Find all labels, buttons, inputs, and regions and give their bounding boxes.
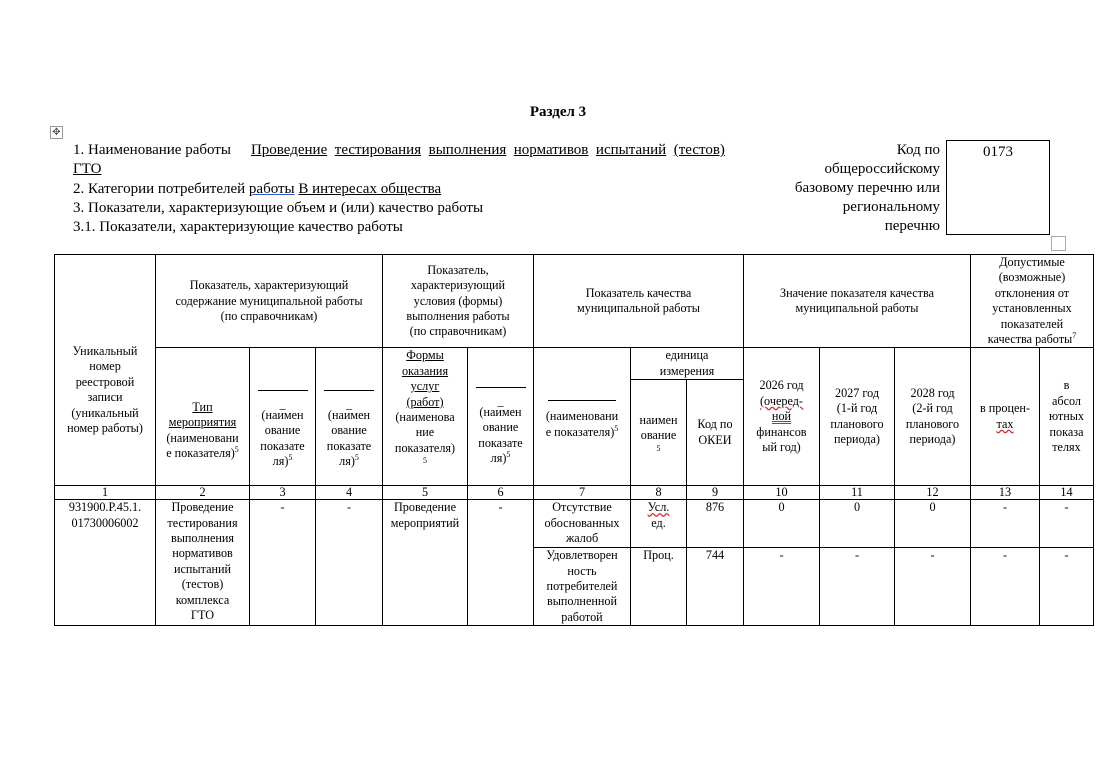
header-col9 xyxy=(687,380,744,486)
header-line: Показатель качества xyxy=(585,285,692,300)
header-line: (наименова xyxy=(395,410,455,425)
header-line: реестровой xyxy=(75,374,135,389)
header-row-1 xyxy=(55,255,1094,348)
header-line: номер xyxy=(89,359,121,374)
header-line: 2027 год xyxy=(834,386,880,401)
work-name-line xyxy=(73,141,773,160)
cell-indicator xyxy=(534,500,631,548)
cell-line: ед. xyxy=(651,515,666,530)
header-text: е показателя) xyxy=(545,424,615,439)
header-line: показате xyxy=(478,435,523,450)
header-deviation-group xyxy=(971,255,1094,348)
header-line: (наимен xyxy=(261,407,304,422)
code-label xyxy=(770,141,940,236)
consumer-categories-value: В интересах общества xyxy=(298,180,442,197)
header-line: (наименовани xyxy=(545,409,619,424)
cell-line: мероприятий xyxy=(390,515,460,530)
header-col7 xyxy=(534,348,631,486)
header-line: ютных xyxy=(1048,409,1085,424)
cell-percent: - xyxy=(971,548,1040,626)
header-line: ый год) xyxy=(762,439,801,454)
work-name-word: нормативов xyxy=(513,142,589,158)
footnote-mark: 5 xyxy=(506,449,511,459)
header-line: Показатель, характеризующий xyxy=(189,278,349,293)
header-line: муниципальной работы xyxy=(795,301,919,316)
cell-unique-number xyxy=(55,500,156,626)
header-line: мероприятия xyxy=(168,415,237,430)
header-line xyxy=(535,425,629,440)
header-text: ля) xyxy=(339,453,355,468)
work-name-value xyxy=(251,141,725,160)
cell-absolute: - xyxy=(1040,500,1094,548)
cell-col3: - xyxy=(250,500,316,626)
header-line: ОКЕИ xyxy=(698,432,732,447)
cell-line: ность xyxy=(567,563,597,578)
header-text: ля) xyxy=(490,450,507,465)
header-line: муниципальной работы xyxy=(577,301,700,316)
header-line: характеризующий xyxy=(410,278,506,293)
code-label-line: перечню xyxy=(884,218,940,234)
cell-line: обоснованных xyxy=(544,515,620,530)
column-number: 11 xyxy=(820,486,895,500)
code-value-box: 0173 xyxy=(946,140,1050,235)
column-number: 13 xyxy=(971,486,1040,500)
header-line: периода) xyxy=(834,432,880,447)
cell-2028: - xyxy=(895,548,971,626)
header-line: показателей xyxy=(1000,316,1064,331)
cell-line: комплекса xyxy=(175,592,230,607)
header-line: _ xyxy=(345,396,353,411)
header-line xyxy=(317,454,381,469)
footnote-mark: 7 xyxy=(1072,330,1077,340)
header-line: ование xyxy=(482,420,519,435)
header-col8 xyxy=(631,380,687,486)
consumer-categories-word: работы xyxy=(248,180,295,197)
header-line: в xyxy=(1063,378,1070,393)
quality-indicators-heading: 3.1. Показатели, характеризующие качество работы xyxy=(73,219,403,236)
header-col14 xyxy=(1040,348,1094,486)
code-label-line: базовому перечню или xyxy=(794,180,940,196)
footnote-mark: 5 xyxy=(234,445,239,455)
header-line: планового xyxy=(905,416,960,431)
cell-line: 01730006002 xyxy=(71,515,139,530)
header-line: 2026 год xyxy=(759,378,804,393)
header-line: услуг xyxy=(410,379,440,394)
cell-line: Отсутствие xyxy=(552,500,612,515)
indicators-heading: 3. Показатели, характеризующие объем и (или) качество работы xyxy=(73,199,484,216)
footnote-mark: 5 xyxy=(354,452,359,462)
header-value-group xyxy=(744,255,971,348)
code-label-line: общероссийскому xyxy=(824,161,940,177)
header-line: _ xyxy=(279,396,286,411)
cell-unit xyxy=(631,500,687,548)
table-move-handle-icon[interactable]: ✥ xyxy=(50,126,63,139)
table-row xyxy=(55,500,1094,548)
quality-indicators-table xyxy=(54,254,1094,626)
cell-line: тестирования xyxy=(167,515,238,530)
cell-okei: 876 xyxy=(687,500,744,548)
cell-line: Проведение xyxy=(394,500,456,515)
cell-col2 xyxy=(156,500,250,626)
column-number: 3 xyxy=(250,486,316,500)
column-number: 12 xyxy=(895,486,971,500)
header-quality-group xyxy=(534,255,744,348)
header-line: (1-й год xyxy=(836,401,878,416)
header-line: наимен xyxy=(639,412,678,427)
cell-percent: - xyxy=(971,500,1040,548)
cell-2026: 0 xyxy=(744,500,820,548)
header-col3 xyxy=(250,348,316,486)
header-line: ование xyxy=(264,423,301,438)
work-name-word: Проведение xyxy=(250,142,328,158)
header-line: оказания xyxy=(401,363,449,378)
header-line: ной xyxy=(771,409,792,424)
header-line: выполнения работы xyxy=(406,308,510,323)
header-line: номер работы) xyxy=(67,420,143,435)
work-name-word: испытаний xyxy=(595,142,667,158)
consumer-categories-label: 2. Категории потребителей xyxy=(73,180,246,197)
cell-line: выполненной xyxy=(546,594,618,609)
header-line: ование xyxy=(331,423,367,438)
work-info-block xyxy=(73,141,773,237)
column-number: 4 xyxy=(316,486,383,500)
header-col2 xyxy=(156,348,250,486)
cell-line: ГТО xyxy=(190,608,215,623)
cell-line: Проц. xyxy=(643,548,674,563)
cell-col5 xyxy=(383,500,468,626)
header-line: (по справочникам) xyxy=(409,324,507,339)
header-text: е показателя) xyxy=(166,446,235,461)
work-name-label: 1. Наименование работы xyxy=(73,142,231,158)
work-name-word: (тестов) xyxy=(673,142,725,158)
header-line: (возможные) xyxy=(998,270,1066,285)
column-number: 8 xyxy=(631,486,687,500)
cell-line: потребителей xyxy=(546,579,618,594)
section-title: Раздел 3 xyxy=(529,104,587,120)
header-line: Допустимые xyxy=(999,255,1065,269)
cell-col6: - xyxy=(468,500,534,626)
footnote-mark: 5 xyxy=(288,452,293,462)
cell-indicator xyxy=(534,548,631,626)
column-number: 14 xyxy=(1040,486,1094,500)
column-number: 5 xyxy=(383,486,468,500)
cell-line: 931900.Р.45.1. xyxy=(68,500,142,515)
header-line: (наимен xyxy=(327,407,371,422)
header-line: показа xyxy=(1049,424,1084,439)
code-label-line: региональному xyxy=(842,199,940,215)
cell-line: жалоб xyxy=(565,531,599,546)
header-line: (уникальный xyxy=(71,405,139,420)
cell-line: нормативов xyxy=(172,546,233,561)
header-line: абсол xyxy=(1051,393,1082,408)
header-line: Показатель, xyxy=(427,262,489,277)
column-number: 2 xyxy=(156,486,250,500)
cell-col4: - xyxy=(316,500,383,626)
cell-2027: - xyxy=(820,548,895,626)
column-number: 7 xyxy=(534,486,631,500)
column-number: 6 xyxy=(468,486,534,500)
header-line xyxy=(972,332,1092,347)
header-line: _ xyxy=(497,393,504,408)
cell-2027: 0 xyxy=(820,500,895,548)
header-line: в процен- xyxy=(979,401,1031,416)
header-line: показате xyxy=(260,438,305,453)
header-col4 xyxy=(316,348,383,486)
work-name-word: выполнения xyxy=(428,142,507,158)
work-name-word: тестирования xyxy=(334,142,422,158)
column-number: 10 xyxy=(744,486,820,500)
header-line xyxy=(469,451,532,466)
cell-okei: 744 xyxy=(687,548,744,626)
header-line: показателя) xyxy=(394,440,456,455)
header-line xyxy=(251,454,314,469)
header-line: Код по xyxy=(697,417,733,432)
header-col5 xyxy=(383,348,468,486)
footnote-mark: 5 xyxy=(614,423,619,433)
cell-line: Удовлетворен xyxy=(546,548,618,563)
cell-line: Проведение xyxy=(171,500,234,515)
blank-line xyxy=(476,387,526,388)
header-line: периода) xyxy=(909,432,956,447)
header-line: записи xyxy=(87,390,123,405)
header-line: планового xyxy=(830,416,884,431)
cell-line: (тестов) xyxy=(181,577,224,592)
table-resize-handle[interactable] xyxy=(1051,236,1066,251)
header-line: (очеред- xyxy=(760,393,803,408)
header-line: условия (формы) xyxy=(413,293,503,308)
cell-2028: 0 xyxy=(895,500,971,548)
blank-line xyxy=(548,400,616,401)
header-line: (по справочникам) xyxy=(220,308,318,323)
cell-line: работой xyxy=(561,609,603,624)
code-label-line: Код по xyxy=(896,142,940,158)
header-col11 xyxy=(820,348,895,486)
header-col12 xyxy=(895,348,971,486)
header-line: телях xyxy=(1052,439,1081,454)
header-line: Уникальный xyxy=(72,343,138,358)
footnote-mark: 5 xyxy=(423,456,427,466)
header-line: ние xyxy=(415,425,435,440)
header-col6 xyxy=(468,348,534,486)
header-line: (наимен xyxy=(479,404,522,419)
cell-line: Усл. xyxy=(647,500,670,515)
blank-line xyxy=(258,390,308,391)
cell-line: испытаний xyxy=(173,561,232,576)
header-conditions-group xyxy=(383,255,534,348)
header-row-2 xyxy=(55,348,1094,380)
consumer-categories-line xyxy=(73,180,773,199)
header-line: установленных xyxy=(992,301,1072,316)
header-col13 xyxy=(971,348,1040,486)
header-line xyxy=(157,446,248,461)
header-line: содержание муниципальной работы xyxy=(175,293,363,308)
header-line: Формы xyxy=(406,348,444,363)
column-number: 1 xyxy=(55,486,156,500)
header-content-group xyxy=(156,255,383,348)
header-line: тах xyxy=(996,416,1014,431)
cell-line: выполнения xyxy=(170,531,235,546)
cell-absolute: - xyxy=(1040,548,1094,626)
header-line: Значение показателя качества xyxy=(780,285,934,300)
header-unit-group xyxy=(631,348,744,380)
header-unique-number xyxy=(55,255,156,486)
header-line: (наименовани xyxy=(166,430,239,445)
work-name-value-cont: ГТО xyxy=(73,161,102,178)
cell-2026: - xyxy=(744,548,820,626)
footnote-mark: 5 xyxy=(656,443,661,453)
header-line: измерения xyxy=(659,363,715,378)
column-numbers-row xyxy=(55,486,1094,500)
cell-unit xyxy=(631,548,687,626)
header-line: (2-й год xyxy=(912,401,953,416)
header-col10 xyxy=(744,348,820,486)
header-line: отклонения от xyxy=(994,285,1070,300)
header-line: ование xyxy=(640,428,677,443)
header-line: Тип xyxy=(192,400,213,415)
header-line: показате xyxy=(326,438,372,453)
header-line: единица xyxy=(665,348,709,363)
header-line: финансов xyxy=(756,424,807,439)
header-text: ля) xyxy=(272,453,289,468)
header-line: 2028 год xyxy=(910,386,955,401)
blank-line xyxy=(324,390,374,391)
column-number: 9 xyxy=(687,486,744,500)
header-line: (работ) xyxy=(406,394,444,409)
header-text: качества работы xyxy=(987,332,1073,347)
